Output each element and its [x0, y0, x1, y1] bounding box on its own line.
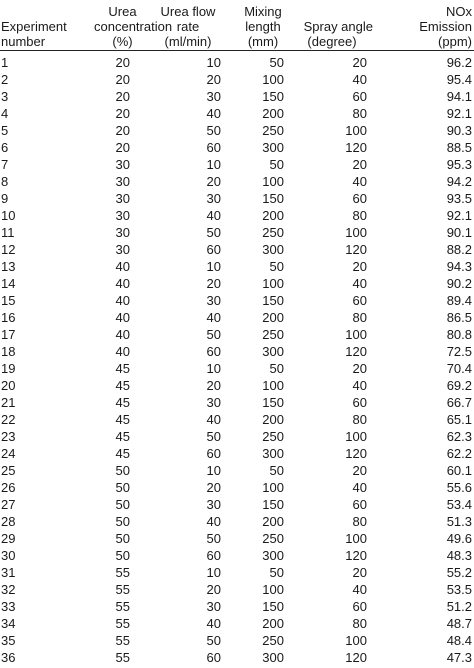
cell-urea-concentration: 20 — [115, 72, 130, 87]
cell-urea-flow-rate: 60 — [206, 344, 221, 359]
cell-urea-concentration: 20 — [115, 89, 130, 104]
table-row — [0, 88, 474, 105]
cell-urea-concentration: 50 — [115, 463, 130, 478]
cell-spray-angle: 80 — [352, 616, 367, 631]
table-row — [0, 292, 474, 309]
table-row — [0, 258, 474, 275]
cell-mixing-length: 300 — [262, 344, 284, 359]
cell-urea-concentration: 50 — [115, 548, 130, 563]
table-row — [0, 139, 474, 156]
cell-urea-flow-rate: 20 — [206, 276, 221, 291]
cell-urea-concentration: 55 — [115, 565, 130, 580]
cell-nox-emission: 49.6 — [446, 531, 472, 546]
cell-spray-angle: 60 — [352, 497, 367, 512]
table-row — [0, 411, 474, 428]
cell-nox-emission: 53.4 — [446, 497, 472, 512]
cell-urea-concentration: 55 — [115, 616, 130, 631]
cell-experiment-number: 10 — [1, 208, 16, 223]
cell-experiment-number: 9 — [1, 191, 9, 206]
cell-spray-angle: 60 — [352, 599, 367, 614]
table-row — [0, 394, 474, 411]
cell-urea-flow-rate: 20 — [206, 72, 221, 87]
cell-experiment-number: 29 — [1, 531, 16, 546]
cell-nox-emission: 48.7 — [446, 616, 472, 631]
cell-urea-flow-rate: 40 — [206, 412, 221, 427]
cell-urea-concentration: 30 — [115, 208, 130, 223]
table-body — [0, 51, 474, 667]
cell-spray-angle: 60 — [352, 395, 367, 410]
cell-experiment-number: 17 — [1, 327, 16, 342]
cell-mixing-length: 300 — [262, 446, 284, 461]
cell-mixing-length: 250 — [262, 633, 284, 648]
header-mixing-length — [225, 0, 291, 51]
cell-urea-flow-rate: 50 — [206, 633, 221, 648]
table-row — [0, 581, 474, 598]
table-row — [0, 71, 474, 88]
cell-urea-concentration: 45 — [115, 378, 130, 393]
table-row — [0, 105, 474, 122]
table-row — [0, 309, 474, 326]
cell-nox-emission: 88.2 — [446, 242, 472, 257]
cell-urea-flow-rate: 50 — [206, 225, 221, 240]
cell-mixing-length: 150 — [262, 497, 284, 512]
cell-mixing-length: 100 — [262, 174, 284, 189]
cell-experiment-number: 11 — [1, 225, 15, 240]
table-row — [0, 615, 474, 632]
cell-spray-angle: 20 — [352, 463, 367, 478]
cell-mixing-length: 50 — [269, 361, 284, 376]
cell-spray-angle: 80 — [352, 310, 367, 325]
header-nox-emission — [377, 0, 474, 51]
cell-spray-angle: 40 — [352, 582, 367, 597]
cell-urea-flow-rate: 30 — [206, 497, 221, 512]
cell-experiment-number: 22 — [1, 412, 16, 427]
cell-urea-concentration: 30 — [115, 225, 130, 240]
cell-mixing-length: 250 — [262, 225, 284, 240]
cell-nox-emission: 80.8 — [446, 327, 472, 342]
cell-urea-flow-rate: 60 — [206, 446, 221, 461]
header-line: Mixing — [244, 4, 282, 19]
cell-spray-angle: 80 — [352, 208, 367, 223]
cell-experiment-number: 16 — [1, 310, 16, 325]
cell-spray-angle: 120 — [345, 242, 367, 257]
header-line: concentration — [94, 19, 173, 34]
cell-nox-emission: 47.3 — [446, 650, 472, 665]
cell-urea-concentration: 50 — [115, 514, 130, 529]
cell-urea-concentration: 40 — [115, 293, 130, 308]
cell-mixing-length: 250 — [262, 531, 284, 546]
cell-nox-emission: 62.3 — [446, 429, 472, 444]
cell-urea-concentration: 20 — [115, 106, 130, 121]
cell-urea-concentration: 40 — [115, 310, 130, 325]
cell-nox-emission: 60.1 — [446, 463, 472, 478]
cell-urea-flow-rate: 30 — [206, 395, 221, 410]
cell-mixing-length: 50 — [269, 55, 284, 70]
cell-mixing-length: 50 — [269, 157, 284, 172]
header-line: rate — [176, 19, 200, 34]
cell-nox-emission: 48.3 — [446, 548, 472, 563]
cell-nox-emission: 88.5 — [446, 140, 472, 155]
cell-experiment-number: 30 — [1, 548, 16, 563]
cell-nox-emission: 90.3 — [446, 123, 472, 138]
header-line: Urea — [108, 4, 137, 19]
table-row — [0, 530, 474, 547]
cell-spray-angle: 80 — [352, 412, 367, 427]
cell-experiment-number: 5 — [1, 123, 9, 138]
cell-experiment-number: 12 — [1, 242, 16, 257]
cell-nox-emission: 93.5 — [446, 191, 472, 206]
cell-urea-flow-rate: 60 — [206, 548, 221, 563]
cell-mixing-length: 300 — [262, 242, 284, 257]
cell-urea-flow-rate: 10 — [206, 565, 221, 580]
cell-urea-concentration: 40 — [115, 259, 130, 274]
cell-spray-angle: 40 — [352, 378, 367, 393]
cell-mixing-length: 200 — [262, 412, 284, 427]
cell-spray-angle: 100 — [345, 225, 367, 240]
cell-experiment-number: 34 — [1, 616, 16, 631]
cell-experiment-number: 33 — [1, 599, 16, 614]
cell-nox-emission: 55.6 — [446, 480, 472, 495]
table-row — [0, 479, 474, 496]
cell-mixing-length: 200 — [262, 106, 284, 121]
cell-urea-flow-rate: 60 — [206, 650, 221, 665]
cell-nox-emission: 95.3 — [446, 157, 472, 172]
cell-mixing-length: 300 — [262, 140, 284, 155]
cell-nox-emission: 94.3 — [446, 259, 472, 274]
table-row — [0, 513, 474, 530]
table-row — [0, 156, 474, 173]
cell-experiment-number: 20 — [1, 378, 16, 393]
table-row — [0, 343, 474, 360]
cell-spray-angle: 100 — [345, 633, 367, 648]
cell-experiment-number: 19 — [1, 361, 16, 376]
cell-experiment-number: 6 — [1, 140, 9, 155]
header-line: NOx — [446, 4, 472, 19]
cell-nox-emission: 72.5 — [446, 344, 472, 359]
table-row — [0, 377, 474, 394]
cell-nox-emission: 65.1 — [446, 412, 472, 427]
cell-experiment-number: 28 — [1, 514, 16, 529]
table-row — [0, 360, 474, 377]
cell-mixing-length: 100 — [262, 276, 284, 291]
cell-urea-concentration: 55 — [115, 582, 130, 597]
cell-urea-concentration: 30 — [115, 242, 130, 257]
cell-urea-flow-rate: 40 — [206, 106, 221, 121]
cell-spray-angle: 100 — [345, 531, 367, 546]
cell-nox-emission: 90.2 — [446, 276, 472, 291]
cell-urea-flow-rate: 30 — [206, 89, 221, 104]
header-line: Experiment — [1, 19, 67, 34]
table-row — [0, 445, 474, 462]
cell-spray-angle: 40 — [352, 72, 367, 87]
header-line: (ppm) — [438, 34, 472, 49]
cell-urea-concentration: 40 — [115, 327, 130, 342]
cell-urea-concentration: 50 — [115, 531, 130, 546]
cell-spray-angle: 80 — [352, 106, 367, 121]
cell-mixing-length: 150 — [262, 191, 284, 206]
cell-nox-emission: 86.5 — [446, 310, 472, 325]
cell-nox-emission: 69.2 — [446, 378, 472, 393]
header-spray-angle — [291, 0, 377, 51]
cell-spray-angle: 40 — [352, 480, 367, 495]
cell-mixing-length: 100 — [262, 582, 284, 597]
table-row — [0, 632, 474, 649]
cell-urea-flow-rate: 20 — [206, 174, 221, 189]
table-row — [0, 190, 474, 207]
cell-spray-angle: 120 — [345, 446, 367, 461]
cell-urea-flow-rate: 40 — [206, 310, 221, 325]
cell-nox-emission: 51.3 — [446, 514, 472, 529]
cell-urea-flow-rate: 50 — [206, 327, 221, 342]
cell-urea-flow-rate: 20 — [206, 480, 221, 495]
cell-nox-emission: 51.2 — [446, 599, 472, 614]
cell-nox-emission: 66.7 — [446, 395, 472, 410]
cell-urea-flow-rate: 10 — [206, 157, 221, 172]
cell-spray-angle: 60 — [352, 191, 367, 206]
cell-spray-angle: 40 — [352, 174, 367, 189]
cell-urea-flow-rate: 20 — [206, 582, 221, 597]
cell-experiment-number: 14 — [1, 276, 16, 291]
cell-mixing-length: 250 — [262, 123, 284, 138]
cell-urea-concentration: 20 — [115, 140, 130, 155]
cell-experiment-number: 2 — [1, 72, 9, 87]
cell-experiment-number: 26 — [1, 480, 16, 495]
cell-spray-angle: 40 — [352, 276, 367, 291]
cell-experiment-number: 7 — [1, 157, 9, 172]
cell-experiment-number: 18 — [1, 344, 16, 359]
cell-nox-emission: 94.1 — [446, 89, 472, 104]
cell-spray-angle: 20 — [352, 565, 367, 580]
table-row — [0, 241, 474, 258]
cell-urea-concentration: 40 — [115, 344, 130, 359]
header-line: Emission — [419, 19, 472, 34]
cell-spray-angle: 120 — [345, 344, 367, 359]
cell-experiment-number: 32 — [1, 582, 16, 597]
cell-nox-emission: 48.4 — [446, 633, 472, 648]
cell-mixing-length: 300 — [262, 548, 284, 563]
cell-experiment-number: 15 — [1, 293, 16, 308]
cell-nox-emission: 89.4 — [446, 293, 472, 308]
cell-mixing-length: 50 — [269, 463, 284, 478]
cell-nox-emission: 55.2 — [446, 565, 472, 580]
cell-nox-emission: 96.2 — [446, 55, 472, 70]
cell-spray-angle: 20 — [352, 157, 367, 172]
cell-experiment-number: 1 — [1, 55, 9, 70]
cell-urea-flow-rate: 50 — [206, 531, 221, 546]
cell-spray-angle: 60 — [352, 293, 367, 308]
cell-urea-concentration: 40 — [115, 276, 130, 291]
cell-urea-flow-rate: 40 — [206, 514, 221, 529]
cell-urea-concentration: 45 — [115, 412, 130, 427]
cell-urea-concentration: 45 — [115, 429, 130, 444]
cell-mixing-length: 250 — [262, 429, 284, 444]
cell-urea-flow-rate: 10 — [206, 55, 221, 70]
cell-spray-angle: 100 — [345, 123, 367, 138]
cell-mixing-length: 150 — [262, 89, 284, 104]
cell-nox-emission: 62.2 — [446, 446, 472, 461]
cell-mixing-length: 250 — [262, 327, 284, 342]
header-line: length — [245, 19, 281, 34]
cell-urea-flow-rate: 50 — [206, 123, 221, 138]
cell-nox-emission: 90.1 — [446, 225, 472, 240]
table-row — [0, 224, 474, 241]
table-row — [0, 649, 474, 666]
table-row — [0, 122, 474, 139]
cell-mixing-length: 100 — [262, 378, 284, 393]
cell-spray-angle: 20 — [352, 55, 367, 70]
cell-experiment-number: 27 — [1, 497, 16, 512]
table-row — [0, 173, 474, 190]
cell-urea-concentration: 20 — [115, 123, 130, 138]
cell-experiment-number: 25 — [1, 463, 16, 478]
cell-mixing-length: 200 — [262, 310, 284, 325]
cell-mixing-length: 100 — [262, 72, 284, 87]
header-row — [0, 0, 474, 51]
table-header — [0, 0, 474, 51]
cell-spray-angle: 120 — [345, 650, 367, 665]
cell-urea-concentration: 30 — [115, 174, 130, 189]
cell-nox-emission: 94.2 — [446, 174, 472, 189]
cell-urea-concentration: 45 — [115, 361, 130, 376]
cell-spray-angle: 120 — [345, 548, 367, 563]
table-row — [0, 462, 474, 479]
cell-urea-concentration: 20 — [115, 55, 130, 70]
cell-urea-flow-rate: 60 — [206, 140, 221, 155]
cell-experiment-number: 24 — [1, 446, 16, 461]
cell-urea-flow-rate: 60 — [206, 242, 221, 257]
cell-experiment-number: 35 — [1, 633, 16, 648]
cell-urea-flow-rate: 20 — [206, 378, 221, 393]
cell-experiment-number: 4 — [1, 106, 9, 121]
header-line: number — [1, 34, 46, 49]
cell-mixing-length: 200 — [262, 616, 284, 631]
header-line: (ml/min) — [164, 34, 212, 49]
cell-spray-angle: 20 — [352, 361, 367, 376]
table-row — [0, 598, 474, 615]
cell-spray-angle: 120 — [345, 140, 367, 155]
table-row — [0, 51, 474, 72]
cell-experiment-number: 3 — [1, 89, 9, 104]
cell-urea-flow-rate: 40 — [206, 616, 221, 631]
cell-urea-flow-rate: 10 — [206, 463, 221, 478]
table-row — [0, 564, 474, 581]
cell-experiment-number: 36 — [1, 650, 16, 665]
header-line: Spray angle — [303, 19, 373, 34]
cell-urea-concentration: 50 — [115, 480, 130, 495]
table-row — [0, 326, 474, 343]
header-line: Urea flow — [160, 4, 216, 19]
cell-urea-concentration: 50 — [115, 497, 130, 512]
cell-spray-angle: 80 — [352, 514, 367, 529]
cell-urea-concentration: 55 — [115, 599, 130, 614]
cell-urea-concentration: 30 — [115, 157, 130, 172]
header-urea-concentration — [76, 0, 173, 51]
cell-nox-emission: 70.4 — [446, 361, 472, 376]
cell-mixing-length: 150 — [262, 395, 284, 410]
table-row — [0, 547, 474, 564]
cell-nox-emission: 92.1 — [446, 208, 472, 223]
table-row — [0, 207, 474, 224]
cell-urea-flow-rate: 40 — [206, 208, 221, 223]
cell-urea-concentration: 45 — [115, 395, 130, 410]
cell-mixing-length: 200 — [262, 208, 284, 223]
cell-experiment-number: 8 — [1, 174, 9, 189]
cell-nox-emission: 53.5 — [446, 582, 472, 597]
cell-mixing-length: 50 — [269, 259, 284, 274]
cell-urea-concentration: 30 — [115, 191, 130, 206]
cell-spray-angle: 100 — [345, 429, 367, 444]
cell-mixing-length: 150 — [262, 293, 284, 308]
cell-mixing-length: 50 — [269, 565, 284, 580]
cell-urea-flow-rate: 30 — [206, 293, 221, 308]
cell-nox-emission: 92.1 — [446, 106, 472, 121]
cell-urea-flow-rate: 30 — [206, 599, 221, 614]
header-line: (mm) — [247, 34, 279, 49]
header-line: (%) — [112, 34, 133, 49]
cell-experiment-number: 31 — [1, 565, 16, 580]
cell-mixing-length: 150 — [262, 599, 284, 614]
cell-urea-concentration: 55 — [115, 650, 130, 665]
cell-experiment-number: 21 — [1, 395, 16, 410]
cell-spray-angle: 100 — [345, 327, 367, 342]
header-line: (degree) — [307, 34, 357, 49]
table-row — [0, 275, 474, 292]
table-row — [0, 428, 474, 445]
cell-nox-emission: 95.4 — [446, 72, 472, 87]
cell-urea-flow-rate: 10 — [206, 361, 221, 376]
header-experiment-number — [0, 0, 76, 51]
cell-urea-flow-rate: 10 — [206, 259, 221, 274]
cell-experiment-number: 13 — [1, 259, 16, 274]
cell-urea-concentration: 45 — [115, 446, 130, 461]
cell-mixing-length: 100 — [262, 480, 284, 495]
cell-spray-angle: 20 — [352, 259, 367, 274]
cell-experiment-number: 23 — [1, 429, 16, 444]
cell-urea-flow-rate: 50 — [206, 429, 221, 444]
table-row — [0, 496, 474, 513]
cell-mixing-length: 200 — [262, 514, 284, 529]
cell-urea-flow-rate: 30 — [206, 191, 221, 206]
cell-spray-angle: 60 — [352, 89, 367, 104]
cell-mixing-length: 300 — [262, 650, 284, 665]
cell-urea-concentration: 55 — [115, 633, 130, 648]
